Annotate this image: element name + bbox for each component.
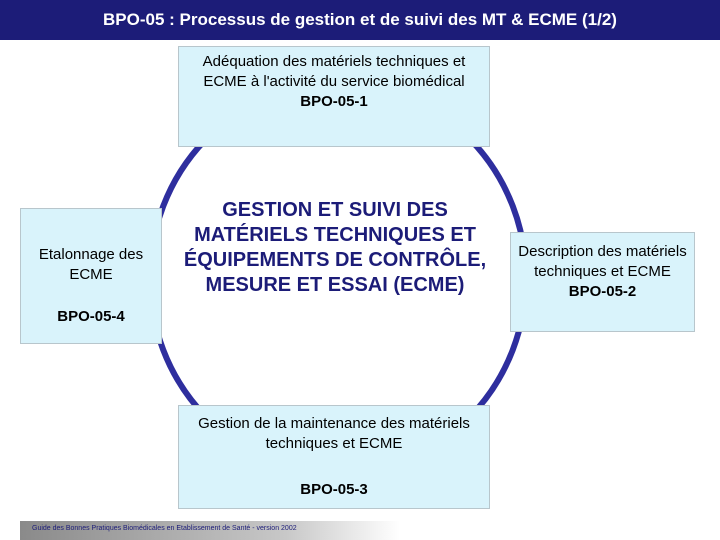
process-box-code: BPO-05-4 — [57, 308, 125, 325]
process-box-code: BPO-05-2 — [568, 283, 637, 300]
process-box-text: Etalonnage des ECME — [38, 246, 144, 283]
central-process-label: GESTION ET SUIVI DES MATÉRIELS TECHNIQUES ET ÉQUIPEMENTS DE CONTRÔLE, MESURE ET ESSAI (ECME) — [183, 199, 487, 296]
footer-text: Guide des Bonnes Pratiques Biomédicales en Etablissement de Santé - version 2002 — [32, 525, 297, 532]
process-box-bpo-05-2 — [510, 232, 695, 332]
process-box-text: Gestion de la maintenance des matériels techniques et ECME — [198, 415, 470, 452]
process-box-text: Description des matériels techniques et ECME — [518, 243, 687, 280]
process-box-code: BPO-05-3 — [300, 481, 368, 498]
process-box-code: BPO-05-1 — [300, 93, 368, 110]
process-box-text: Adéquation des matériels techniques et ECME à l'activité du service biomédical — [202, 53, 466, 90]
page-title: BPO-05 : Processus de gestion et de suivi des MT & ECME (1/2) — [103, 10, 617, 29]
process-box-bpo-05-3 — [178, 405, 490, 509]
process-box-bpo-05-1 — [178, 46, 490, 147]
footer-bar — [20, 521, 400, 540]
process-box-bpo-05-4 — [20, 208, 162, 344]
